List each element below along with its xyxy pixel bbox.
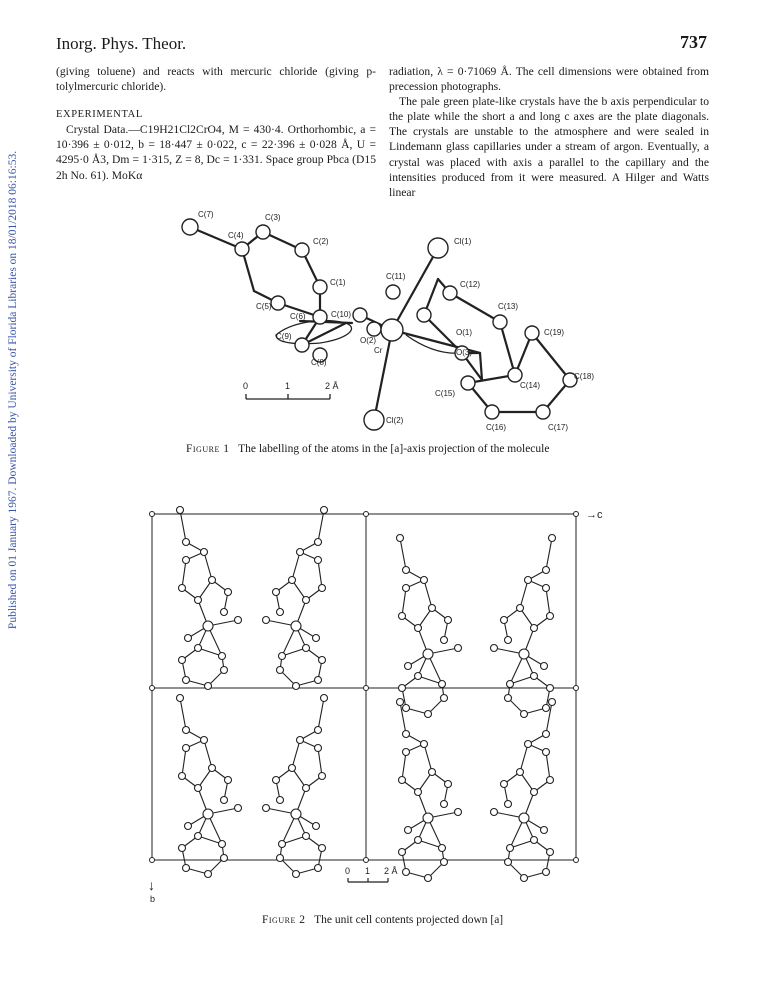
atom-label: Cl(2): [386, 416, 404, 425]
atom-label: O(2): [360, 336, 376, 345]
atom-label: Cl(1): [454, 237, 472, 246]
atom-label: C(10): [331, 310, 352, 319]
atom-label: C(8): [311, 358, 327, 367]
atom-label: C(15): [435, 389, 456, 398]
atom-label: C(6): [290, 312, 306, 321]
download-watermark[interactable]: Published on 01 January 1967. Downloaded by University of Florida Libraries on 18/01/2018 06:16:53.: [7, 150, 19, 630]
atom-label: C(17): [548, 423, 569, 432]
atom-label: C(5): [256, 302, 272, 311]
running-header: Inorg. Phys. Theor.: [56, 34, 187, 53]
atom-label: C(12): [460, 280, 481, 289]
paragraph: radiation, λ = 0·71069 Å. The cell dimensions were obtained from precession photographs.: [389, 65, 709, 94]
atom-label: O(3): [456, 348, 472, 357]
crystal-data-paragraph: Crystal Data.—C19H21Cl2CrO4, M = 430·4. Orthorhombic, a = 10·396 ± 0·012, b = 18·447 ± 0·022, c = 22·396 ± 0·028 Å, U = 4295·0 Å3, Dm = 1·315, Z = 8, Dc = 1·331. Space group Pbca (D15 2h No. 61). MoKα: [56, 123, 376, 182]
left-column: [56, 64, 376, 183]
scale-tick: 1: [365, 866, 371, 876]
right-column: [389, 64, 709, 200]
paragraph: The pale green plate-like crystals have the b axis perpendicular to the plate while the short a and long c axes are the plate diagonals. The crystals are unstable to the atmosphere and were sealed in Lindemann glass capillaries under a stream of argon. Eventually, a crystal was placed with axis a parallel to the capillary and the intensities produced from it were measured. A Hilger and Watts linear: [389, 95, 709, 199]
scale-tick: 0: [243, 381, 249, 391]
c-axis-label: →c: [586, 509, 603, 521]
atom-label: C(14): [520, 381, 541, 390]
atom-label: C(3): [265, 213, 281, 222]
atom-label: C(16): [486, 423, 507, 432]
scale-tick: 2 Å: [384, 866, 398, 876]
figure-2-caption: Figure 2 The unit cell contents projected down [a]: [262, 914, 504, 926]
atom-label: C(9): [276, 332, 292, 341]
b-axis-arrow: ↓: [148, 877, 155, 893]
atom-label: C(2): [313, 237, 329, 246]
atom-label: C(19): [544, 328, 565, 337]
atom-label: O(1): [456, 328, 472, 337]
figure-1-caption: Figure 1 The labelling of the atoms in the [a]-axis projection of the molecule: [186, 443, 550, 455]
scale-tick: 0: [345, 866, 351, 876]
b-axis-label: b: [150, 894, 156, 904]
figure-2-unit-cell: [140, 488, 620, 908]
figure-1-molecule: [170, 205, 610, 441]
atom-label: C(13): [498, 302, 519, 311]
atom-label: Cr: [374, 346, 383, 355]
atom-label: C(18): [574, 372, 595, 381]
atom-label: C(1): [330, 278, 346, 287]
page-number: 737: [680, 32, 707, 52]
atom-label: C(7): [198, 210, 214, 219]
atom-label: C(11): [386, 272, 406, 281]
paragraph: (giving toluene) and reacts with mercuric chloride (giving p-tolylmercuric chloride).: [56, 65, 376, 94]
atom-label: C(4): [228, 231, 244, 240]
scale-tick: 1: [285, 381, 291, 391]
section-heading: EXPERIMENTAL: [56, 109, 143, 121]
scale-tick: 2 Å: [325, 381, 339, 391]
